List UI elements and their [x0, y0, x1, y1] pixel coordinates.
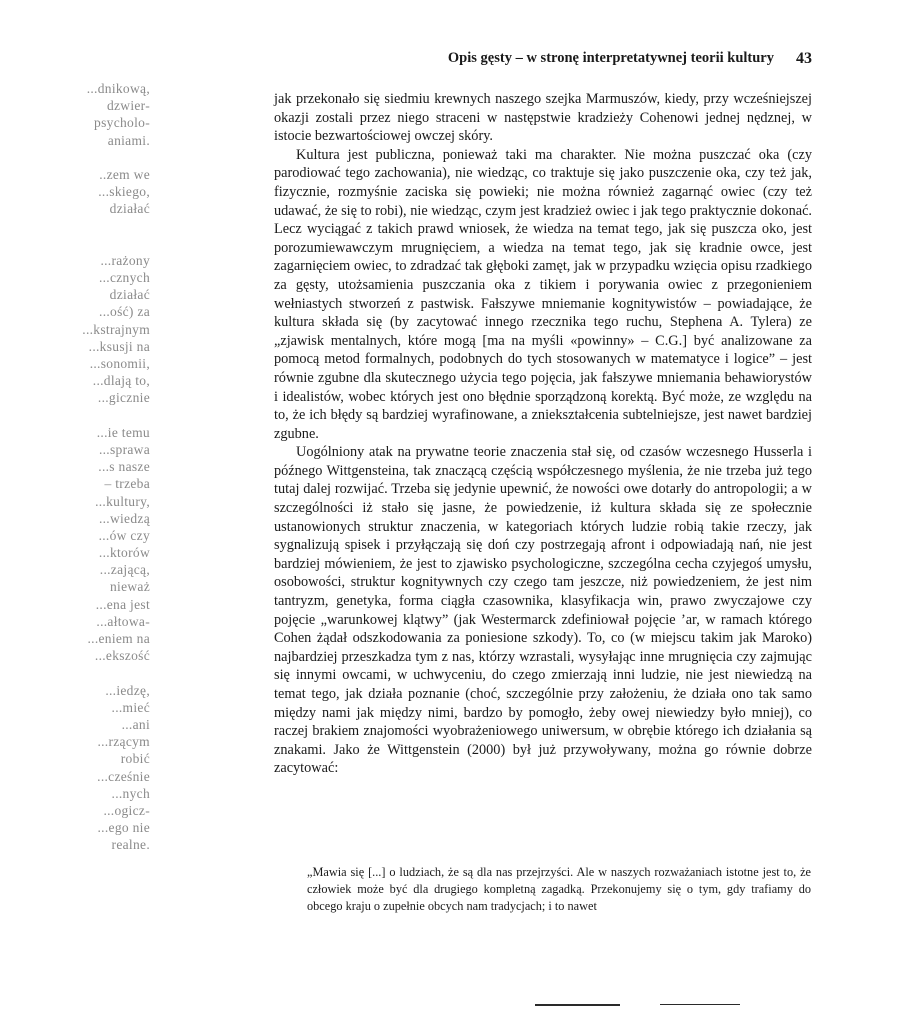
ghost-line: nieważ: [109, 579, 150, 595]
ghost-line: ...wiedzą: [98, 510, 150, 526]
running-title: Opis gęsty – w stronę interpretatywnej teorii kultury: [447, 50, 774, 66]
ghost-line: ...ie temu: [96, 424, 150, 440]
ghost-line: ...ałtowa-: [96, 613, 150, 629]
ghost-line: ...cześnie: [97, 768, 150, 784]
ghost-line: ...ość) za: [99, 304, 150, 320]
show-through-previous-page: [0, 80, 150, 853]
ghost-line: ...sonomii,: [89, 356, 150, 371]
ghost-line: ...kstrajnym: [82, 321, 150, 337]
ghost-line: ...skiego,: [98, 184, 150, 200]
ghost-line: psycholo-: [94, 115, 150, 131]
ghost-line: [0, 218, 150, 235]
ghost-line: ...ów czy: [98, 527, 150, 543]
ghost-line: robić: [120, 751, 150, 767]
ghost-line: ...kultury,: [95, 493, 150, 509]
ghost-line: ...sprawa: [98, 441, 150, 457]
paragraph: jak przekonało się siedmiu krewnych naszego szejka Marmuszów, kiedy, przy wcześniejszej okazji zostali przez niego straceni w następstwie kradzieży Cohenowi jednej nędznej, w istocie bezwartościowej owczej skóry.: [274, 91, 812, 145]
ghost-line: ...ego nie: [97, 820, 150, 836]
paragraph: Uogólniony atak na prywatne teorie znaczenia stał się, od czasów wczesnego Husserla i późnego Wittgensteina, tak znaczącą częścią współczesnego myślenia, że nie trzeba już tego tutaj dalej rozwijać. Trzeba się jedynie upewnić, że nowości owe dotarły do antropologii; a w szczególności iż stało się jasne, że powiedzenie, iż kultura składa się ze społecznie ustanowionych struktur znaczenia, w kategoriach których ludzie robią takie rzeczy, jak sygnalizują spisek i przyłączają się doń czy postrzegają afront i odpowiadają nań, nie jest bardziej mówieniem, że jest to zjawisko psychologiczne, szczególna cecha czyjegoś umysłu, osobowości, struktur kognitywnych czy czego tam jeszcze, niż powiedzeniem, że jest nim tantryzm, genetyka, forma ciągła czasownika, klasyfikacja win, prawo zwyczajowe czy pojęcie „warunkowej klątwy” (jak Westermarck zdefiniował pojęcie ’ar, w ramach którego Cohen żądał odszkodowania za poniesione szkody). To, co (w miejscu takim jak Maroko) najbardziej przeszkadza tym z nas, którzy wzrastali, wysyłając inne mrugnięcia czy zajmując się innymi owcami, w uchwyceniu, do czego zmierzają inni ludzie, nie jest niewiedzą na temat tego, jak działa poznanie (choć, szczególnie przy założeniu, że działa ono tak samo między nami jak między nimi, bardzo by pomogło, żeby owej niewiedzy było mniej), co raczej brakiem znajomości wyobrażeniowego uniwersum, w obrębie którego ich działania są znakami. Jako że Wittgenstein (2000) był już przywoływany, można go równie dobrze zacytować:: [274, 444, 812, 777]
ghost-line: [0, 664, 150, 681]
ghost-line: ...dnikową,: [86, 81, 150, 96]
ghost-line: – trzeba: [104, 476, 150, 492]
ghost-line: ...mieć: [111, 699, 150, 715]
ghost-line: ...ekszość: [94, 648, 150, 664]
ghost-line: ...eniem na: [87, 631, 150, 646]
ghost-line: ..zem we: [99, 166, 150, 182]
ghost-line: [0, 407, 150, 424]
ghost-line: ...zającą,: [99, 562, 150, 578]
ghost-line: realne.: [111, 837, 150, 853]
ghost-line: ...rzącym: [97, 734, 150, 750]
ghost-line: ...cznych: [98, 270, 150, 286]
ghost-line: ...nych: [111, 785, 150, 801]
ghost-line: działać: [109, 287, 150, 303]
ghost-line: ...ena jest: [95, 596, 150, 612]
scan-edge-line: [660, 1004, 740, 1005]
ghost-line: działać: [109, 201, 150, 217]
ghost-line: ...s nasze: [98, 459, 150, 475]
ghost-line: aniami.: [107, 132, 150, 148]
ghost-line: ...iedzę,: [105, 682, 150, 698]
scan-edge-line: [535, 1004, 620, 1006]
running-header: [274, 50, 812, 70]
ghost-line: ...rażony: [100, 252, 150, 268]
ghost-line: ...ani: [121, 716, 150, 732]
main-text: [274, 90, 812, 778]
quote-text: „Mawia się [...] o ludziach, że są dla nas przejrzyści. Ale w naszych rozważaniach istotne jest to, że człowiek może być dla drugiego kompletną zagadką. Przekonujemy się o tym, gdy trafiamy do obcego kraju o zupełnie obcych nam tradycjach; i to nawet: [307, 865, 811, 914]
ghost-line: [0, 235, 150, 252]
paragraph: Kultura jest publiczna, ponieważ taki ma charakter. Nie można puszczać oka (czy parodiować tego zachowania), nie wiedząc, co traktuje się jako puszczenie oka, czy też jak, fizycznie, rozmyśnie zaciska się powieki; nie można również zagarnąć owiec (czy też udawać, że się to robi), nie wiedząc, czym jest kradzież owiec i jak tego praktycznie dokonać. Lecz wyciągać z takich prawd wniosek, że wiedza na temat tego, jak się puszcza oko, jest porozumiewawczym mrugnięciem, a wiedza na temat tego, jak się kradnie owce, jest zagarnięciem owiec, to zdradzać tak głęboki zamęt, jak w przypadku wzięcia opisu rzadkiego za gęsty, utożsamienia puszczania oka z tikiem i porywania owiec z przegonieniem wełniastych stworzeń z pastwisk. Fałszywe mniemanie kognitywistów – powiadające, że kultura składa się (by zacytować innego rzecznika tego ruchu, Stephena A. Tylera) ze „zjawisk mentalnych, które mogą [ma na myśli «powinny» – C.G.] być analizowane za pomocą metod formalnych, podobnych do tych stosowanych w matematyce i logice” – jest równie zgubne dla skutecznego użycia tego pojęcia, jak fałszywe mniemania behawiorystów i idealistów, wobec których jest ono błędnie sporządzoną korektą. Być może, ze względu na to, że ich błędy są bardziej wyrafinowane, a zniekształcenia subtelniejsze, jest nawet bardziej zgubne.: [274, 146, 812, 442]
ghost-line: dzwier-: [106, 98, 150, 114]
ghost-line: ...ksusji na: [88, 338, 150, 354]
ghost-line: ...ktorów: [98, 545, 150, 561]
ghost-line: ...gicznie: [97, 390, 150, 406]
ghost-line: ...dlają to,: [92, 373, 150, 389]
ghost-line: [0, 149, 150, 166]
block-quote: [307, 864, 811, 916]
ghost-line: ...ogicz-: [103, 802, 150, 818]
page-number: 43: [796, 50, 812, 67]
